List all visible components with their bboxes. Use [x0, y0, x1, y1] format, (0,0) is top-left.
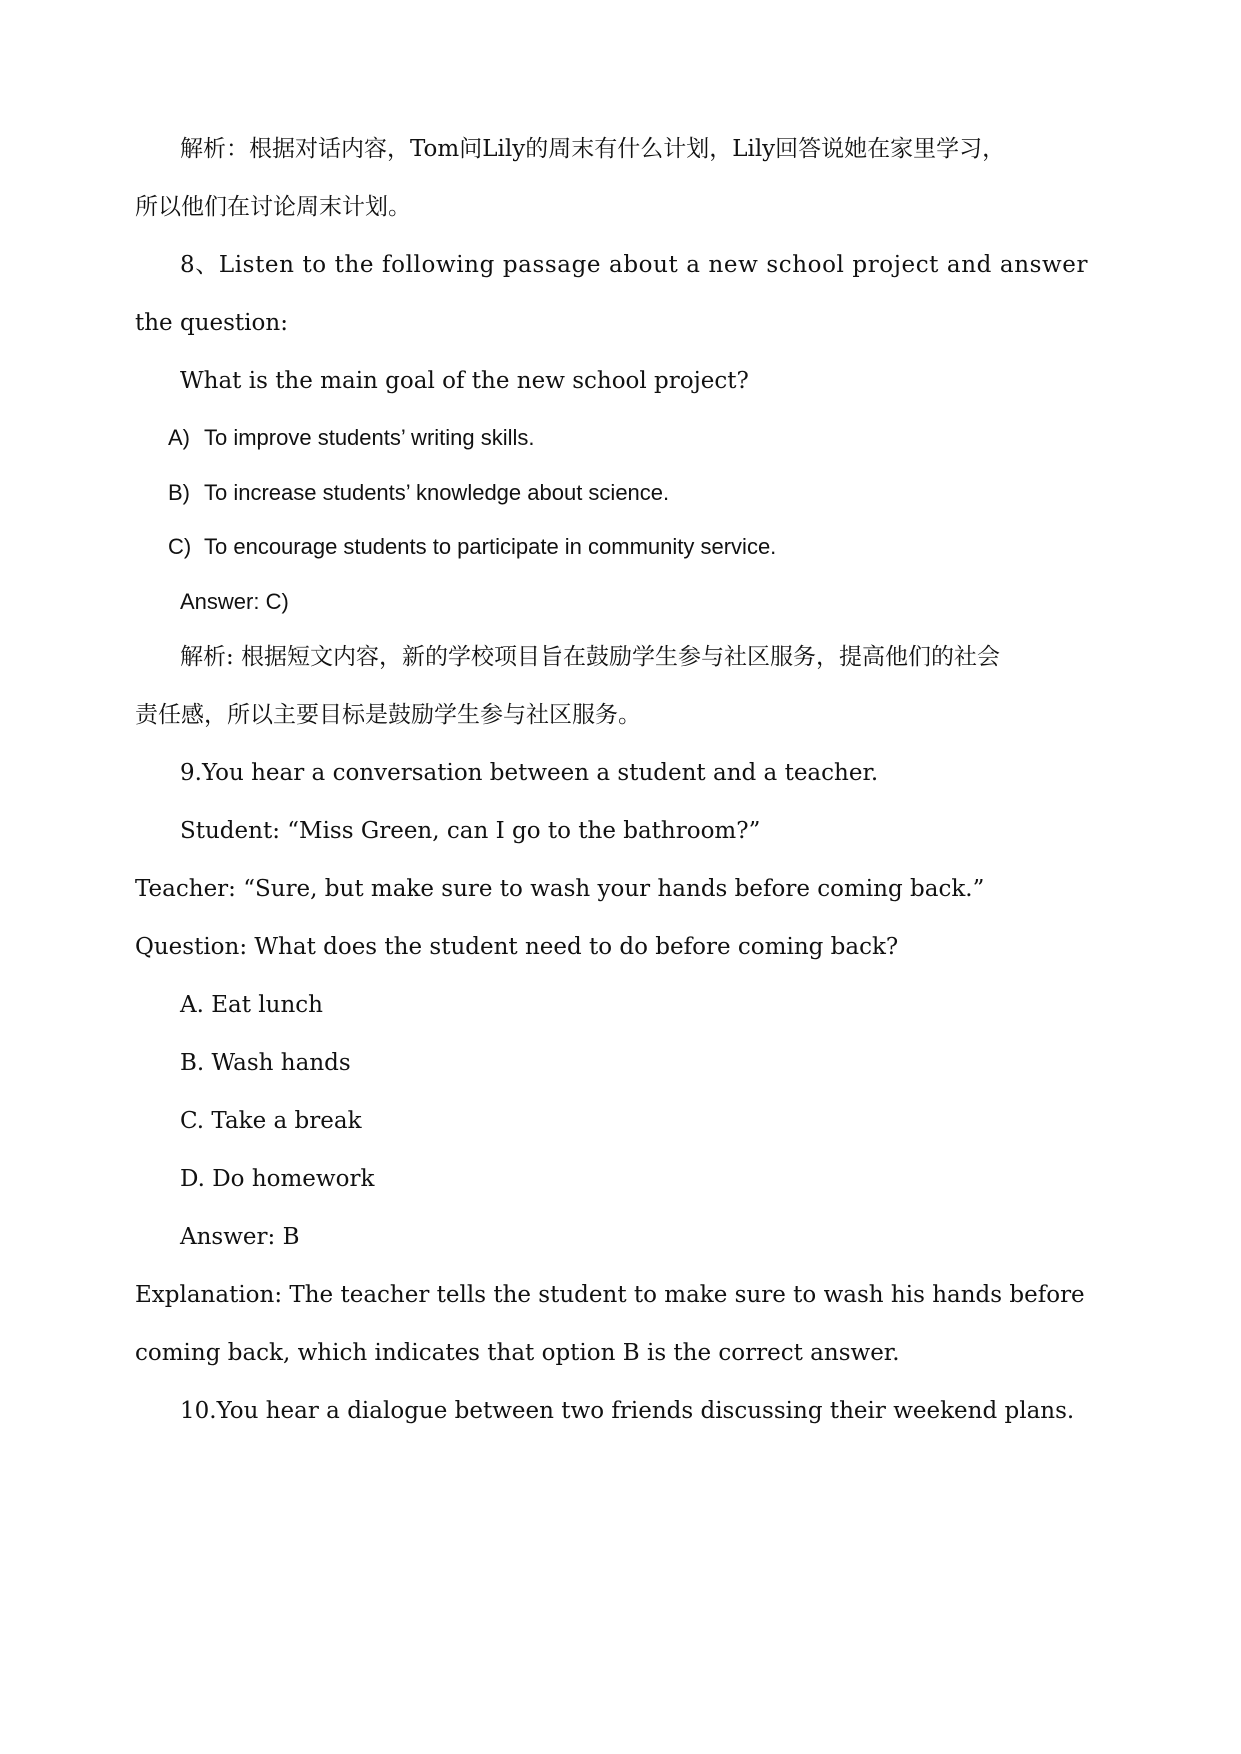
- q9-question: Question: What does the student need to do before coming back?: [135, 934, 899, 960]
- q9-student-line: Student: “Miss Green, can I go to the bathroom?”: [180, 818, 761, 844]
- q8-option-a: [168, 423, 535, 453]
- q9-prompt: 9.You hear a conversation between a student and a teacher.: [180, 760, 879, 786]
- q9-option-b: B. Wash hands: [180, 1050, 351, 1076]
- q9-option-c: C. Take a break: [180, 1108, 362, 1134]
- q8-prompt-line1: 8、Listen to the following passage about a new school project and answer: [180, 252, 1089, 278]
- q7-explanation-line1: 解析：根据对话内容，Tom问Lily的周末有什么计划，Lily回答说她在家里学习，: [180, 136, 1006, 162]
- q8-option-c-letter: C): [168, 534, 192, 559]
- q8-option-b: [168, 478, 669, 508]
- q9-option-d: D. Do homework: [180, 1166, 375, 1192]
- q8-option-b-letter: B): [168, 480, 190, 505]
- q7-explanation-line2: 所以他们在讨论周末计划。: [135, 194, 411, 220]
- q8-prompt-line2: the question:: [135, 310, 288, 336]
- q8-option-a-text: To improve students’ writing skills.: [204, 425, 535, 450]
- q10-prompt: 10.You hear a dialogue between two friends discussing their weekend plans.: [180, 1398, 1075, 1424]
- q8-explanation-line1: 解析: 根据短文内容，新的学校项目旨在鼓励学生参与社区服务，提高他们的社会: [180, 644, 1001, 670]
- q8-option-c: [168, 532, 776, 562]
- q9-teacher-line: Teacher: “Sure, but make sure to wash your hands before coming back.”: [135, 876, 985, 902]
- q9-answer: Answer: B: [180, 1224, 300, 1250]
- q8-option-b-text: To increase students’ knowledge about science.: [204, 480, 670, 505]
- q8-answer: Answer: C): [180, 589, 289, 614]
- q9-explanation-line1: Explanation: The teacher tells the student to make sure to wash his hands before: [135, 1282, 1085, 1308]
- q9-explanation-line2: coming back, which indicates that option B is the correct answer.: [135, 1340, 900, 1366]
- q8-option-c-text: To encourage students to participate in community service.: [204, 534, 777, 559]
- q8-option-a-letter: A): [168, 425, 190, 450]
- q8-question: What is the main goal of the new school project?: [180, 368, 749, 394]
- q9-option-a: A. Eat lunch: [180, 992, 323, 1018]
- q8-explanation-line2: 责任感，所以主要目标是鼓励学生参与社区服务。: [135, 702, 641, 728]
